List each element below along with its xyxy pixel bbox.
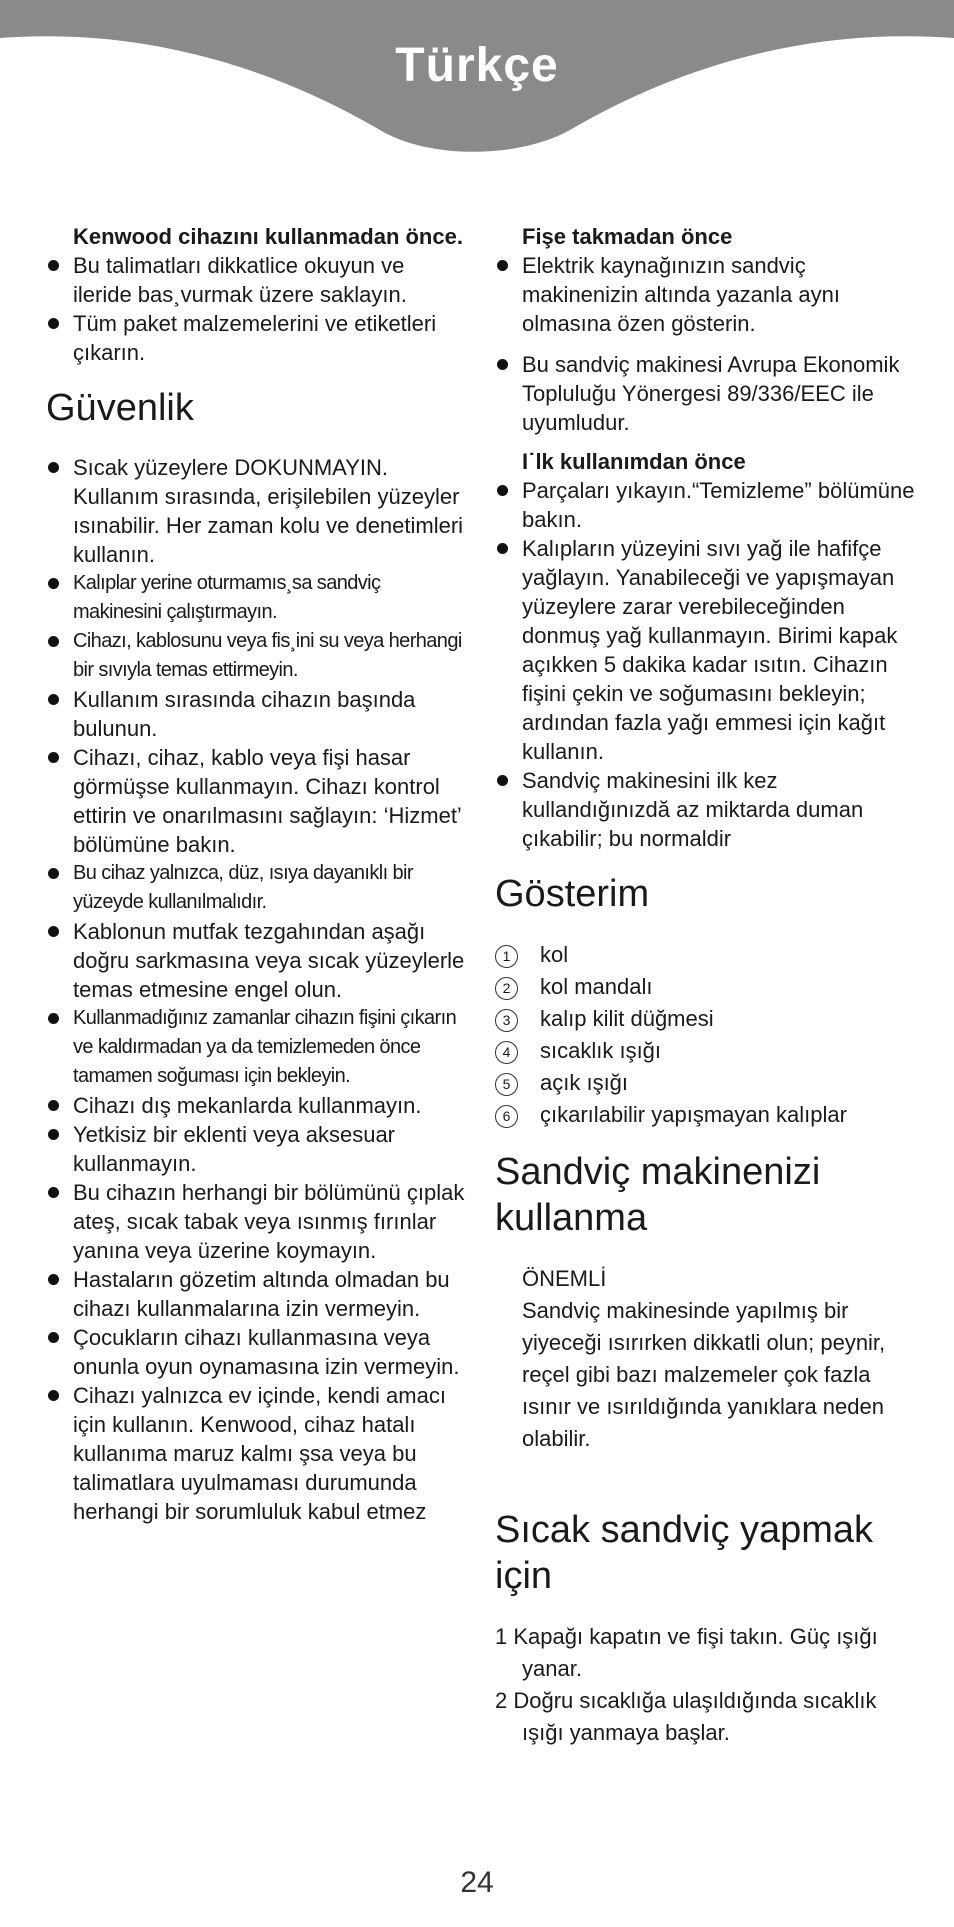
circled-number: 5 (495, 1073, 518, 1096)
first-use-list (495, 476, 915, 853)
section-heading-hot-sandwich: Sıcak sandviç yapmak için (495, 1509, 874, 1597)
list-item (495, 1035, 915, 1067)
item-label: kol (540, 942, 569, 967)
left-column (46, 222, 466, 1526)
right-column (495, 222, 915, 1749)
item-label: açık ışığı (540, 1070, 629, 1095)
list-item (495, 939, 915, 971)
section-heading-usage: Sandviç makinenizi kullanma (495, 1151, 821, 1239)
list-item: Cihazı yalnızca ev içinde, kendi amacı için kullanın. Kenwood, cihaz hatalı kullanıma maruz kalmı şsa veya bu talimatlara uyulmaması durumunda herhangi bir sorumluluk kabul etmez (46, 1381, 466, 1526)
list-item: Hastaların gözetim altında olmadan bu cihazı kullanmalarına izin vermeyin. (46, 1265, 466, 1323)
list-item: Tüm paket malzemelerini ve etiketleri çıkarın. (46, 309, 466, 367)
important-label: ÖNEMLİ (522, 1266, 607, 1291)
header-band (0, 0, 954, 170)
list-item (495, 1099, 915, 1131)
list-item: Kalıplar yerine oturmamıs¸sa sandviç makinesini çalıştırmayın. (46, 569, 466, 627)
list-item: Kablonun mutfak tezgahından aşağı doğru sarkmasına veya sıcak yüzeylerle temas etmesine engel olun. (46, 917, 466, 1004)
list-item (495, 1067, 915, 1099)
list-item: Cihazı, kablosunu veya fis¸ini su veya herhangi bir sıvıyla temas ettirmeyin. (46, 627, 466, 685)
list-item: Kullanım sırasında cihazın başında bulunun. (46, 685, 466, 743)
plug-heading: Fişe takmadan önce (522, 224, 733, 249)
section-heading-safety: Güvenlik (46, 387, 194, 429)
list-item: Bu cihazın herhangi bir bölümünü çıplak ateş, sıcak tabak veya ısınmış fırınlar yanına veya üzerine koymayın. (46, 1178, 466, 1265)
page-number: 24 (460, 1866, 494, 1899)
item-label: çıkarılabilir yapışmayan kalıplar (540, 1102, 847, 1127)
list-item: Kalıpların yüzeyini sıvı yağ ile hafifçe yağlayın. Yanabileceği ve yapışmayan yüzeylere zarar verebileceğinden donmuş yağ kullanmayın. Birimi kapak açıkken 5 dakika kadar ısıtın. Cihazın fişini çekin ve soğumasını bekleyin; ardından fazla yağı emmesi için kağıt kullanın. (495, 534, 915, 766)
display-list (495, 939, 915, 1131)
list-item: Sandviç makinesini ilk kez kullandığınızdă az miktarda duman çıkabilir; bu normaldir (495, 766, 915, 853)
circled-number: 2 (495, 977, 518, 1000)
intro-heading: Kenwood cihazını kullanmadan önce. (73, 224, 463, 249)
list-item: Bu cihaz yalnızca, düz, ısıya dayanıklı bir yüzeyde kullanılmalıdır. (46, 859, 466, 917)
section-heading-display: Gösterim (495, 873, 650, 915)
circled-number: 4 (495, 1041, 518, 1064)
list-item: Çocukların cihazı kullanmasına veya onunla oyun oynamasına izin vermeyin. (46, 1323, 466, 1381)
important-text: Sandviç makinesinde yapılmış bir yiyeceği ısırırken dikkatli olun; peynir, reçel gibi bazı malzemeler çok fazla ısınır ve ısırıldığında yanıklara neden olabilir. (522, 1298, 886, 1451)
item-label: kalıp kilit düğmesi (540, 1006, 714, 1031)
step-item: 1 Kapağı kapatın ve fişi takın. Güç ışığı yanar. (495, 1624, 878, 1681)
list-item: Kullanmadığınız zamanlar cihazın fişini çıkarın ve kaldırmadan ya da temizlemeden önce tamamen soğuması için bekleyin. (46, 1004, 466, 1091)
circled-number: 6 (495, 1105, 518, 1128)
item-label: sıcaklık ışığı (540, 1038, 662, 1063)
list-item: Sıcak yüzeylere DOKUNMAYIN. Kullanım sırasında, erişilebilen yüzeyler ısınabilir. Her zaman kolu ve denetimleri kullanın. (46, 453, 466, 569)
circled-number: 1 (495, 945, 518, 968)
list-item (495, 971, 915, 1003)
safety-list (46, 453, 466, 1526)
list-item: Bu talimatları dikkatlice okuyun ve ileride bas¸vurmak üzere saklayın. (46, 251, 466, 309)
plug-list (495, 251, 915, 437)
list-item: Bu sandviç makinesi Avrupa Ekonomik Topluluğu Yönergesi 89/336/EEC ile uyumludur. (495, 350, 915, 437)
list-item (495, 1003, 915, 1035)
steps-list (495, 1621, 915, 1749)
page-title: Türkçe (395, 39, 559, 92)
circled-number: 3 (495, 1009, 518, 1032)
list-item: Cihazı, cihaz, kablo veya fişi hasar görmüşse kullanmayın. Cihazı kontrol ettirin ve onarılmasını sağlayın: ‘Hizmet’ bölümüne bakın. (46, 743, 466, 859)
intro-list (46, 251, 466, 367)
list-item: Parçaları yıkayın.“Temizleme” bölümüne bakın. (495, 476, 915, 534)
list-item: Elektrik kaynağınızın sandviç makinenizin altında yazanla aynı olmasına özen gösterin. (495, 251, 915, 338)
list-item: Cihazı dış mekanlarda kullanmayın. (46, 1091, 466, 1120)
step-item: 2 Doğru sıcaklığa ulaşıldığında sıcaklık ışığı yanmaya başlar. (495, 1688, 877, 1745)
first-use-heading: I˙lk kullanımdan önce (522, 449, 746, 474)
list-item: Yetkisiz bir eklenti veya aksesuar kullanmayın. (46, 1120, 466, 1178)
item-label: kol mandalı (540, 974, 653, 999)
